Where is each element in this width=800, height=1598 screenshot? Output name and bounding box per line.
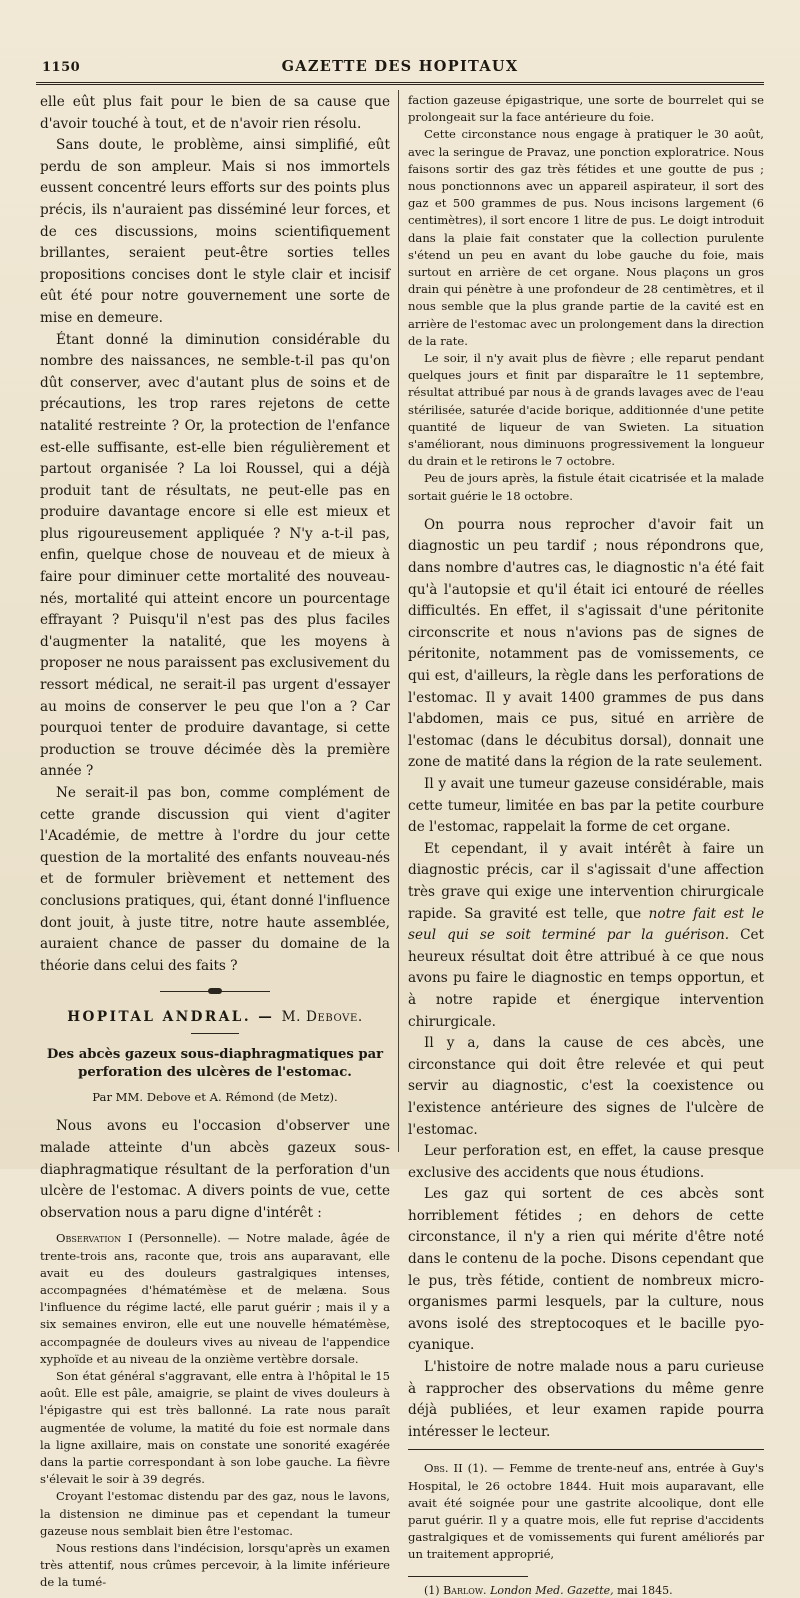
observation-label: Observation I xyxy=(56,1231,133,1246)
italic-emphasis: notre fait est le seul qui se soit terminé par la guérison. xyxy=(408,905,764,944)
paragraph: L'histoire de notre malade nous a paru curieuse à rapprocher des observations du même genre déjà publiées, et leur examen rapide pourra intéresser le lecteur. xyxy=(408,1359,764,1440)
observation-paragraph: faction gazeuse épigastrique, une sorte de bourrelet qui se prolongeait sur la face antérieure du foie. xyxy=(408,93,764,125)
footnote-rule xyxy=(408,1576,528,1577)
observation-paragraph: Croyant l'estomac distendu par des gaz, nous le lavons, la distension ne diminue pas et cependant la tumeur gazeuse nous semblait bien être l'estomac. xyxy=(40,1489,390,1538)
page-number: 1150 xyxy=(42,60,81,75)
observation-text: (Personnelle). — Notre malade, âgée de trente-trois ans, raconte que, trois ans auparavant, elle avait eu des douleurs gastralgiques intenses, accompagnées d'hématémèse et de melæna. Sous l'influence du régime lacté, elle parut guérir ; mais il y a six semaines environ, elle eut une nouvelle hématémèse, accompagnée de douleurs vives au niveau de l'appendice xyphoïde et au niveau de la onzième vertèbre dorsale. xyxy=(40,1231,390,1366)
paragraph: Il y avait une tumeur gazeuse considérable, mais cette tumeur, limitée en bas par la petite courbure de l'estomac, rappelait la forme de cet organe. xyxy=(408,776,764,836)
paragraph: Les gaz qui sortent de ces abcès sont horriblement fétides ; en dehors de cette circonstance, il n'y a rien qui mérite d'être noté dans le contenu de la poche. Disons cependant que le pus, très fétide, contient de nombreux micro-organismes parmi lesquels, par la culture, nous avons isolé des streptocoques et le bacille pyo-cyanique. xyxy=(408,1186,764,1354)
footnote-author: Barlow. xyxy=(443,1583,487,1597)
paragraph: Étant donné la diminution considérable du nombre des naissances, ne semble-t-il pas qu'on dût conserver, avec d'autant plus de soins et de précautions, les trop rares rejetons de cette natalité restreinte ? Or, la protection de l'enfance est-elle suffisante, est-elle bien régulièrement et partout organisée ? La loi Roussel, qui a déjà produit tant de résultats, ne peut-elle pas en produire davantage encore si elle est mieux et plus rigoureusement appliquée ? N'y a-t-il pas, enfin, quelque chose de nouveau et de mieux à faire pour diminuer cette mortalité des nouveau-nés, mortalité qui atteint encore un pourcentage effrayant ? Puisqu'il n'est pas des plus faciles d'augmenter la natalité, que les moyens à proposer ne nous paraissent pas exclusivement du ressort médical, ne serait-il pas urgent d'essayer au moins de conserver le peu que l'on a ? Car pourquoi tenter de produire davantage, si cette production se trouve décimée dès la première année ? xyxy=(40,331,390,780)
paragraph: Leur perforation est, en effet, la cause presque exclusive des accidents que nous étudions. xyxy=(408,1143,764,1181)
observation-paragraph xyxy=(408,1460,764,1563)
page-header xyxy=(36,55,764,79)
paragraph: elle eût plus fait pour le bien de sa cause que d'avoir touché à tout, et de n'avoir rien résolu. xyxy=(40,94,390,132)
observation-paragraph: Nous restions dans l'indécision, lorsqu'après un examen très attentif, nous crûmes percevoir, à la limite inférieure de la tumé- xyxy=(40,1540,390,1590)
section-ornament xyxy=(40,987,390,997)
hospital-name: HOPITAL ANDRAL. — xyxy=(67,1009,275,1026)
observation-text: — Femme de trente-neuf ans, entrée à Guy's Hospital, le 26 octobre 1844. Huit mois auparavant, elle avait été soignée pour une gastrite alcoolique, dont elle parut guérir. Il y a quatre mois, elle fut reprise d'accidents gastralgiques et de vomissements qui furent améliorés par un traitement approprié, xyxy=(408,1461,764,1562)
ornament-dot xyxy=(208,988,222,994)
observation-paragraph: Peu de jours après, la fistule était cicatrisée et la malade sortait guérie le 18 octobre. xyxy=(408,471,764,503)
observation-paragraph: Cette circonstance nous engage à pratiquer le 30 août, avec la seringue de Pravaz, une ponction exploratrice. Nous faisons sortir des gaz très fétides et une goutte de pus ; nous ponctionnons avec un appareil aspirateur, il sort des gaz et 500 grammes de pus. Nous incisons largement (6 centimètres), il sort encore 1 litre de pus. Le doigt introduit dans la plaie fait constater que la collection purulente s'étend un peu en avant du lobe gauche du foie, mais surtout en arrière de cet organe. Nous plaçons un gros drain qui pénètre à une profondeur de 28 centimètres, et il nous semble que la plus grande partie de la cavité est en arrière de l'estomac avec un prolongement dans la direction de la rate. xyxy=(408,127,764,348)
footnote-journal: London Med. Gazette, xyxy=(490,1583,614,1597)
article-authors: Par MM. Debove et A. Rémond (de Metz). xyxy=(92,1090,338,1105)
footnote-marker: (1) xyxy=(424,1583,444,1597)
observation-paragraph: Le soir, il n'y avait plus de fièvre ; elle reparut pendant quelques jours et finit par disparaître le 11 septembre, résultat attribué par nous à de grands lavages avec de l'eau stérilisée, saturée d'acide borique, additionnée d'une petite quantité de liqueur de van Swieten. La situation s'améliorant, nous diminuons progressivement la longueur du drain et le retirons le 7 octobre. xyxy=(408,351,764,469)
paragraph: On pourra nous reprocher d'avoir fait un diagnostic un peu tardif ; nous répondrons que, dans nombre d'autres cas, le diagnostic n'a été fait qu'à l'autopsie et qu'il était ici entouré de réelles difficultés. En effet, il s'agissait d'une péritonite circonscrite et nous n'avions pas de signes de péritonite, notamment pas de vomissements, ce qui est, d'ailleurs, la règle dans les perforations de l'estomac. Il y avait 1400 grammes de pus dans l'abdomen, mais ce pus, situé en arrière de l'estomac (dans le décubitus dorsal), donnait une zone de matité dans la région de la rate seulement. xyxy=(408,516,764,771)
observation-paragraph: Son état général s'aggravant, elle entra à l'hôpital le 15 août. Elle est pâle, amaigrie, se plaint de vives douleurs à l'épigastre qui est très ballonné. La rate nous paraît augmentée de volume, la matité du foie est normale dans la ligne axillaire, mais on constate une sonorité exagérée dans la partie correspondant à son lobe gauche. La fièvre s'élevait le soir à 39 degrés. xyxy=(40,1368,390,1487)
article-title: Des abcès gazeux sous-diaphragmatiques par perforation des ulcères de l'estomac. xyxy=(46,1047,384,1081)
journal-title: GAZETTE DES HOPITAUX xyxy=(281,58,519,75)
observation-paragraph xyxy=(40,1230,390,1368)
footnote xyxy=(408,1583,764,1598)
observation-divider xyxy=(408,1449,764,1450)
paragraph-text: Et cependant, il y avait intérêt à faire un diagnostic précis, car il s'agissait d'une affection très grave qui exige une intervention chirurgicale rapide. Sa gravité est telle, que xyxy=(408,840,764,922)
paragraph-text: Cet heureux résultat doit être attribué à ce que nous avons pu faire le diagnostic en temps opportun, et à notre rapide et énergique intervention chirurgicale. xyxy=(408,927,764,1030)
paragraph: Il y a, dans la cause de ces abcès, une circonstance qui doit être relevée et qui peut servir au diagnostic, c'est la coexistence ou l'existence antérieure des signes de l'ulcère de l'estomac. xyxy=(408,1035,764,1138)
header-rule xyxy=(36,82,764,85)
section-heading xyxy=(40,1009,390,1025)
left-column xyxy=(40,92,390,1590)
service-chief: M. Debove. xyxy=(281,1009,363,1026)
observation-label: Obs. II (1). xyxy=(424,1461,488,1476)
paragraph xyxy=(408,839,764,1033)
right-column xyxy=(408,92,764,1597)
article-intro: Nous avons eu l'occasion d'observer une malade atteinte d'un abcès gazeux sous-diaphragmatique résultant de la perforation d'un ulcère de l'estomac. A divers points de vue, cette observation nous a paru digne d'intérêt : xyxy=(40,1118,390,1221)
short-rule xyxy=(191,1033,239,1034)
paragraph: Sans doute, le problème, ainsi simplifié, eût perdu de son ampleur. Mais si nos immortels eussent concentré leurs efforts sur des points plus précis, ils n'auraient pas disséminé leur forces, et de ces discussions, moins scientifiquement brillantes, seraient peut-être sorties telles propositions concises dont le style clair et incisif eût été pour notre gouvernement une sorte de mise en demeure. xyxy=(40,137,390,326)
column-divider xyxy=(398,90,399,1152)
footnote-date: mai 1845. xyxy=(613,1583,673,1597)
paragraph: Ne serait-il pas bon, comme complément de cette grande discussion qui vient d'agiter l'Académie, de mettre à l'ordre du jour cette question de la mortalité des enfants nouveau-nés et de formuler brièvement et nettement des conclusions pratiques, qui, étant donné l'influence dont jouit, à juste titre, notre haute assemblée, auraient chance de passer du domaine de la théorie dans celui des faits ? xyxy=(40,785,390,974)
